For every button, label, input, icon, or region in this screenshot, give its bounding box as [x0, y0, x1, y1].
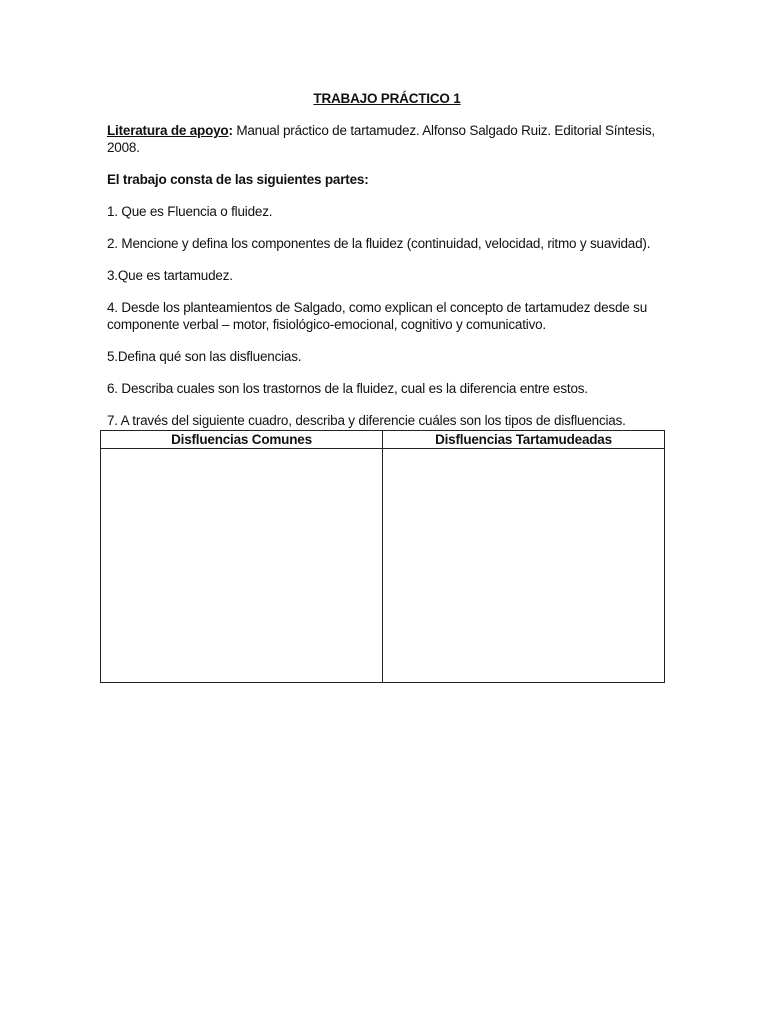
question-item: 7. A través del siguiente cuadro, describa y diferencie cuáles son los tipos de disfluencias. [107, 413, 626, 428]
disfluency-table [100, 430, 665, 683]
question-item: 2. Mencione y defina los componentes de la fluidez (continuidad, velocidad, ritmo y suavidad). [107, 236, 651, 251]
reference-label: Literatura de apoyo [107, 123, 229, 138]
disfluency-table-wrapper [100, 430, 664, 683]
question-item: 6. Describa cuales son los trastornos de la fluidez, cual es la diferencia entre estos. [107, 381, 588, 396]
question-item: 5.Defina qué son las disfluencias. [107, 349, 302, 364]
intro-line: El trabajo consta de las siguientes partes: [107, 172, 369, 187]
table-header-common: Disfluencias Comunes [101, 431, 383, 449]
reference-line [107, 122, 667, 156]
question-item: 1. Que es Fluencia o fluidez. [107, 204, 273, 219]
table-header-stuttered: Disfluencias Tartamudeadas [383, 431, 665, 449]
table-row [101, 449, 665, 683]
table-cell-common[interactable] [101, 449, 383, 683]
reference-colon: : [228, 123, 233, 138]
question-item: 3.Que es tartamudez. [107, 268, 233, 283]
reference-text: Manual práctico de tartamudez. Alfonso Salgado Ruiz. Editorial Síntesis, 2008. [107, 123, 655, 155]
document-title: TRABAJO PRÁCTICO 1 [313, 91, 461, 106]
document-body [107, 90, 667, 444]
table-cell-stuttered[interactable] [383, 449, 665, 683]
table-header-row [101, 431, 665, 449]
question-item: 4. Desde los planteamientos de Salgado, como explican el concepto de tartamudez desde su componente verbal – motor, fisiológico-emocional, cognitivo y comunicativo. [107, 300, 648, 332]
